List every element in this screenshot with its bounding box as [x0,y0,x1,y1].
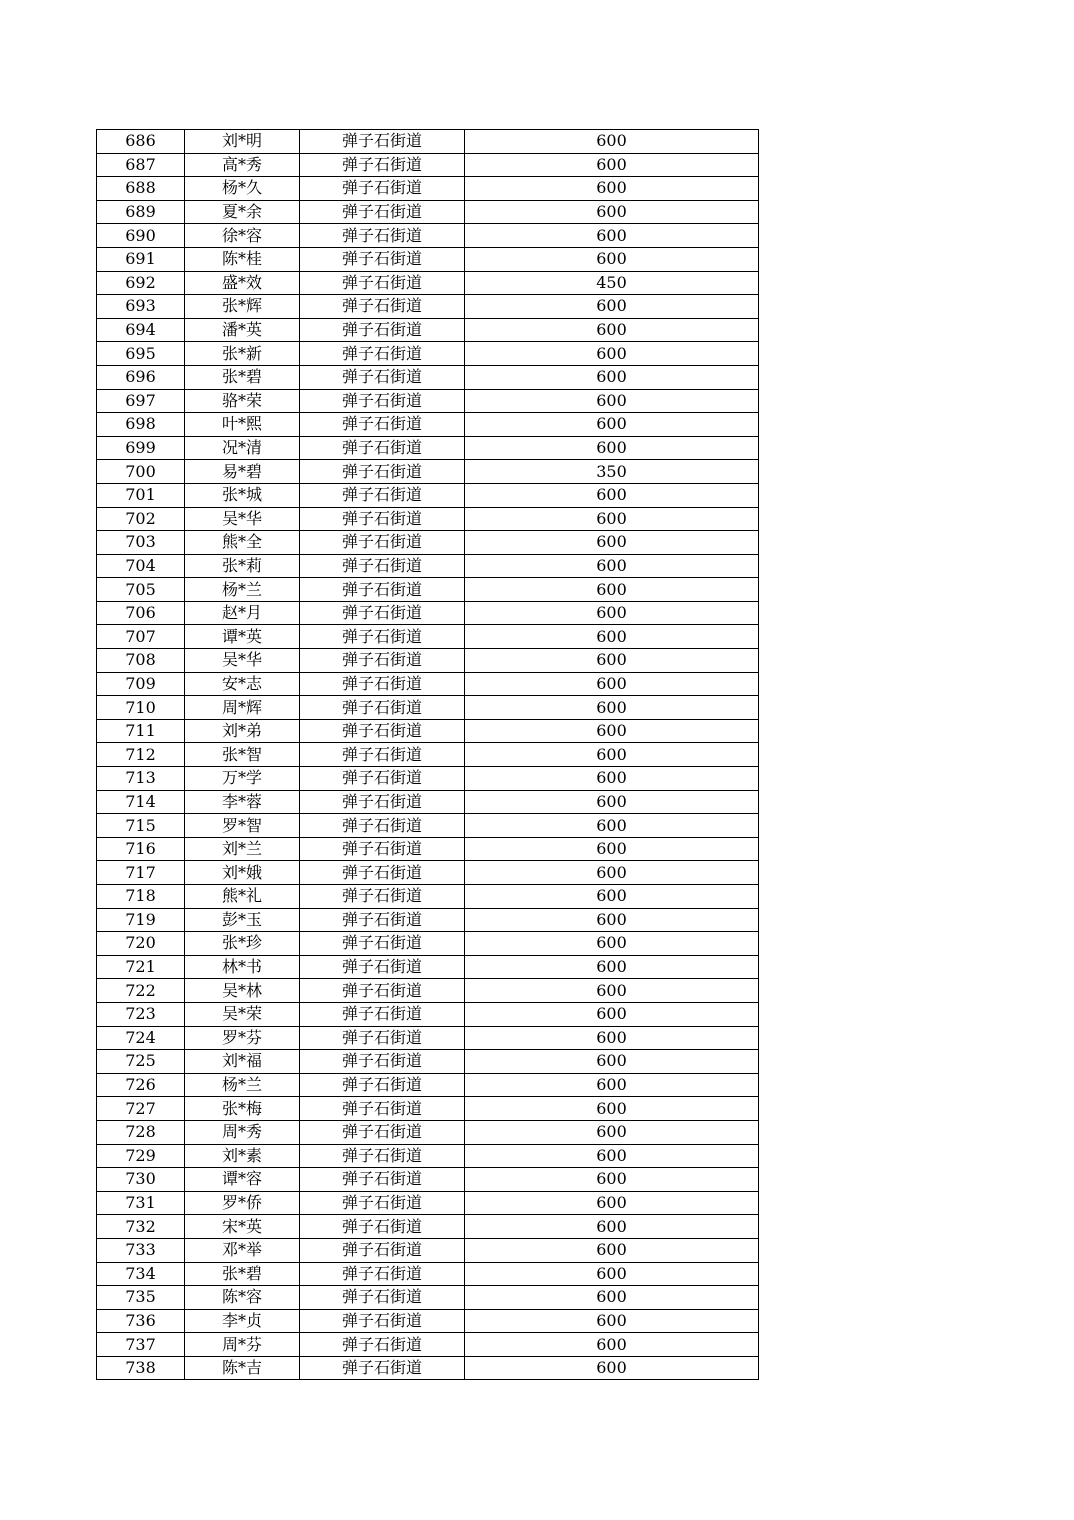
name-cell: 潘*英 [185,318,300,342]
name-cell: 况*清 [185,436,300,460]
table-row [97,1050,759,1074]
table-row [97,955,759,979]
row-number-cell: 733 [97,1238,185,1262]
amount-cell: 600 [465,342,759,366]
table-row [97,1286,759,1310]
table-row [97,1097,759,1121]
street-cell: 弹子石街道 [300,1168,465,1192]
name-cell: 叶*熙 [185,413,300,437]
row-number-cell: 727 [97,1097,185,1121]
amount-cell: 600 [465,719,759,743]
table-row [97,200,759,224]
amount-cell: 600 [465,672,759,696]
amount-cell: 600 [465,1050,759,1074]
row-number-cell: 689 [97,200,185,224]
street-cell: 弹子石街道 [300,200,465,224]
row-number-cell: 710 [97,696,185,720]
amount-cell: 600 [465,389,759,413]
table-row [97,1356,759,1380]
street-cell: 弹子石街道 [300,908,465,932]
amount-cell: 600 [465,696,759,720]
name-cell: 张*碧 [185,365,300,389]
row-number-cell: 730 [97,1168,185,1192]
street-cell: 弹子石街道 [300,531,465,555]
row-number-cell: 697 [97,389,185,413]
table-row [97,507,759,531]
amount-cell: 600 [465,1120,759,1144]
amount-cell: 600 [465,153,759,177]
street-cell: 弹子石街道 [300,601,465,625]
amount-cell: 600 [465,837,759,861]
street-cell: 弹子石街道 [300,1026,465,1050]
name-cell: 高*秀 [185,153,300,177]
table-row [97,672,759,696]
name-cell: 吴*华 [185,507,300,531]
street-cell: 弹子石街道 [300,554,465,578]
name-cell: 刘*娥 [185,861,300,885]
row-number-cell: 721 [97,955,185,979]
name-cell: 李*蓉 [185,790,300,814]
name-cell: 张*辉 [185,295,300,319]
name-cell: 张*莉 [185,554,300,578]
table-row [97,1168,759,1192]
amount-cell: 600 [465,814,759,838]
row-number-cell: 735 [97,1286,185,1310]
street-cell: 弹子石街道 [300,625,465,649]
name-cell: 杨*兰 [185,1073,300,1097]
amount-cell: 600 [465,318,759,342]
table-row [97,318,759,342]
table-row [97,814,759,838]
name-cell: 杨*久 [185,177,300,201]
table-row [97,153,759,177]
amount-cell: 600 [465,649,759,673]
table-row [97,389,759,413]
name-cell: 张*城 [185,483,300,507]
name-cell: 刘*弟 [185,719,300,743]
amount-cell: 600 [465,578,759,602]
name-cell: 罗*智 [185,814,300,838]
row-number-cell: 715 [97,814,185,838]
table-row [97,649,759,673]
table-row [97,932,759,956]
row-number-cell: 702 [97,507,185,531]
name-cell: 万*学 [185,767,300,791]
row-number-cell: 690 [97,224,185,248]
name-cell: 盛*效 [185,271,300,295]
table-row [97,483,759,507]
table-row [97,460,759,484]
street-cell: 弹子石街道 [300,885,465,909]
street-cell: 弹子石街道 [300,1286,465,1310]
row-number-cell: 734 [97,1262,185,1286]
street-cell: 弹子石街道 [300,1050,465,1074]
row-number-cell: 738 [97,1356,185,1380]
street-cell: 弹子石街道 [300,1238,465,1262]
amount-cell: 600 [465,1356,759,1380]
data-table [96,129,759,1380]
table-row [97,601,759,625]
amount-cell: 600 [465,908,759,932]
name-cell: 张*新 [185,342,300,366]
name-cell: 罗*侨 [185,1191,300,1215]
amount-cell: 600 [465,200,759,224]
street-cell: 弹子石街道 [300,1002,465,1026]
street-cell: 弹子石街道 [300,672,465,696]
table-row [97,1144,759,1168]
amount-cell: 600 [465,1262,759,1286]
row-number-cell: 725 [97,1050,185,1074]
name-cell: 赵*月 [185,601,300,625]
street-cell: 弹子石街道 [300,460,465,484]
street-cell: 弹子石街道 [300,130,465,154]
street-cell: 弹子石街道 [300,861,465,885]
street-cell: 弹子石街道 [300,153,465,177]
row-number-cell: 711 [97,719,185,743]
name-cell: 易*碧 [185,460,300,484]
table-row [97,1120,759,1144]
amount-cell: 600 [465,413,759,437]
street-cell: 弹子石街道 [300,719,465,743]
row-number-cell: 709 [97,672,185,696]
amount-cell: 600 [465,767,759,791]
street-cell: 弹子石街道 [300,342,465,366]
street-cell: 弹子石街道 [300,483,465,507]
amount-cell: 600 [465,1026,759,1050]
amount-cell: 600 [465,1286,759,1310]
street-cell: 弹子石街道 [300,1356,465,1380]
row-number-cell: 699 [97,436,185,460]
street-cell: 弹子石街道 [300,1144,465,1168]
table-row [97,413,759,437]
street-cell: 弹子石街道 [300,1262,465,1286]
amount-cell: 600 [465,743,759,767]
street-cell: 弹子石街道 [300,271,465,295]
street-cell: 弹子石街道 [300,1120,465,1144]
row-number-cell: 719 [97,908,185,932]
row-number-cell: 714 [97,790,185,814]
row-number-cell: 729 [97,1144,185,1168]
amount-cell: 600 [465,1191,759,1215]
street-cell: 弹子石街道 [300,837,465,861]
row-number-cell: 695 [97,342,185,366]
row-number-cell: 736 [97,1309,185,1333]
table-row [97,177,759,201]
name-cell: 刘*明 [185,130,300,154]
amount-cell: 600 [465,130,759,154]
row-number-cell: 692 [97,271,185,295]
row-number-cell: 686 [97,130,185,154]
street-cell: 弹子石街道 [300,1215,465,1239]
amount-cell: 600 [465,1144,759,1168]
street-cell: 弹子石街道 [300,413,465,437]
amount-cell: 600 [465,1309,759,1333]
table-row [97,247,759,271]
table-row [97,271,759,295]
table-row [97,979,759,1003]
table-row [97,578,759,602]
street-cell: 弹子石街道 [300,578,465,602]
amount-cell: 600 [465,177,759,201]
amount-cell: 600 [465,224,759,248]
amount-cell: 600 [465,436,759,460]
row-number-cell: 694 [97,318,185,342]
table-body [97,130,759,1380]
table-row [97,1191,759,1215]
row-number-cell: 726 [97,1073,185,1097]
street-cell: 弹子石街道 [300,318,465,342]
name-cell: 宋*英 [185,1215,300,1239]
name-cell: 谭*英 [185,625,300,649]
name-cell: 陈*吉 [185,1356,300,1380]
name-cell: 熊*礼 [185,885,300,909]
row-number-cell: 724 [97,1026,185,1050]
amount-cell: 600 [465,1073,759,1097]
table-row [97,1333,759,1357]
table-row [97,719,759,743]
row-number-cell: 716 [97,837,185,861]
name-cell: 刘*素 [185,1144,300,1168]
name-cell: 周*秀 [185,1120,300,1144]
street-cell: 弹子石街道 [300,389,465,413]
table-row [97,130,759,154]
row-number-cell: 720 [97,932,185,956]
table-row [97,837,759,861]
row-number-cell: 717 [97,861,185,885]
row-number-cell: 703 [97,531,185,555]
amount-cell: 600 [465,861,759,885]
table-row [97,224,759,248]
row-number-cell: 700 [97,460,185,484]
table-row [97,1026,759,1050]
table-row [97,1215,759,1239]
amount-cell: 600 [465,979,759,1003]
table-row [97,1002,759,1026]
row-number-cell: 728 [97,1120,185,1144]
row-number-cell: 712 [97,743,185,767]
amount-cell: 600 [465,531,759,555]
name-cell: 周*芬 [185,1333,300,1357]
row-number-cell: 723 [97,1002,185,1026]
amount-cell: 350 [465,460,759,484]
amount-cell: 600 [465,1002,759,1026]
amount-cell: 600 [465,932,759,956]
street-cell: 弹子石街道 [300,696,465,720]
amount-cell: 600 [465,1168,759,1192]
table-row [97,436,759,460]
name-cell: 李*贞 [185,1309,300,1333]
name-cell: 夏*余 [185,200,300,224]
row-number-cell: 687 [97,153,185,177]
amount-cell: 600 [465,247,759,271]
table-row [97,908,759,932]
amount-cell: 600 [465,601,759,625]
street-cell: 弹子石街道 [300,814,465,838]
table-row [97,885,759,909]
row-number-cell: 718 [97,885,185,909]
row-number-cell: 704 [97,554,185,578]
row-number-cell: 707 [97,625,185,649]
amount-cell: 600 [465,955,759,979]
street-cell: 弹子石街道 [300,295,465,319]
table-row [97,1073,759,1097]
table-row [97,790,759,814]
street-cell: 弹子石街道 [300,790,465,814]
row-number-cell: 722 [97,979,185,1003]
street-cell: 弹子石街道 [300,436,465,460]
row-number-cell: 732 [97,1215,185,1239]
name-cell: 吴*林 [185,979,300,1003]
name-cell: 罗*芬 [185,1026,300,1050]
table-row [97,861,759,885]
row-number-cell: 701 [97,483,185,507]
table-row [97,295,759,319]
table-row [97,1238,759,1262]
row-number-cell: 688 [97,177,185,201]
row-number-cell: 706 [97,601,185,625]
amount-cell: 600 [465,1333,759,1357]
table-row [97,696,759,720]
street-cell: 弹子石街道 [300,1073,465,1097]
street-cell: 弹子石街道 [300,955,465,979]
table-row [97,342,759,366]
row-number-cell: 693 [97,295,185,319]
street-cell: 弹子石街道 [300,507,465,531]
table-row [97,743,759,767]
table-row [97,365,759,389]
name-cell: 张*碧 [185,1262,300,1286]
amount-cell: 600 [465,1238,759,1262]
name-cell: 周*辉 [185,696,300,720]
table-row [97,625,759,649]
name-cell: 张*珍 [185,932,300,956]
name-cell: 吴*华 [185,649,300,673]
name-cell: 刘*福 [185,1050,300,1074]
street-cell: 弹子石街道 [300,649,465,673]
street-cell: 弹子石街道 [300,743,465,767]
table-row [97,1309,759,1333]
table-row [97,531,759,555]
amount-cell: 600 [465,483,759,507]
amount-cell: 600 [465,507,759,531]
name-cell: 邓*举 [185,1238,300,1262]
amount-cell: 600 [465,625,759,649]
street-cell: 弹子石街道 [300,1097,465,1121]
amount-cell: 600 [465,790,759,814]
street-cell: 弹子石街道 [300,1191,465,1215]
table-row [97,767,759,791]
street-cell: 弹子石街道 [300,365,465,389]
row-number-cell: 708 [97,649,185,673]
name-cell: 陈*容 [185,1286,300,1310]
name-cell: 张*智 [185,743,300,767]
street-cell: 弹子石街道 [300,224,465,248]
amount-cell: 600 [465,554,759,578]
table-row [97,1262,759,1286]
name-cell: 骆*荣 [185,389,300,413]
name-cell: 吴*荣 [185,1002,300,1026]
name-cell: 熊*全 [185,531,300,555]
row-number-cell: 698 [97,413,185,437]
amount-cell: 450 [465,271,759,295]
name-cell: 徐*容 [185,224,300,248]
row-number-cell: 737 [97,1333,185,1357]
name-cell: 杨*兰 [185,578,300,602]
street-cell: 弹子石街道 [300,247,465,271]
row-number-cell: 696 [97,365,185,389]
street-cell: 弹子石街道 [300,767,465,791]
amount-cell: 600 [465,1215,759,1239]
row-number-cell: 705 [97,578,185,602]
name-cell: 彭*玉 [185,908,300,932]
street-cell: 弹子石街道 [300,1333,465,1357]
row-number-cell: 691 [97,247,185,271]
street-cell: 弹子石街道 [300,932,465,956]
amount-cell: 600 [465,1097,759,1121]
name-cell: 谭*容 [185,1168,300,1192]
amount-cell: 600 [465,885,759,909]
name-cell: 刘*兰 [185,837,300,861]
name-cell: 林*书 [185,955,300,979]
name-cell: 陈*桂 [185,247,300,271]
table-row [97,554,759,578]
row-number-cell: 713 [97,767,185,791]
street-cell: 弹子石街道 [300,979,465,1003]
name-cell: 安*志 [185,672,300,696]
street-cell: 弹子石街道 [300,1309,465,1333]
row-number-cell: 731 [97,1191,185,1215]
name-cell: 张*梅 [185,1097,300,1121]
street-cell: 弹子石街道 [300,177,465,201]
amount-cell: 600 [465,365,759,389]
amount-cell: 600 [465,295,759,319]
